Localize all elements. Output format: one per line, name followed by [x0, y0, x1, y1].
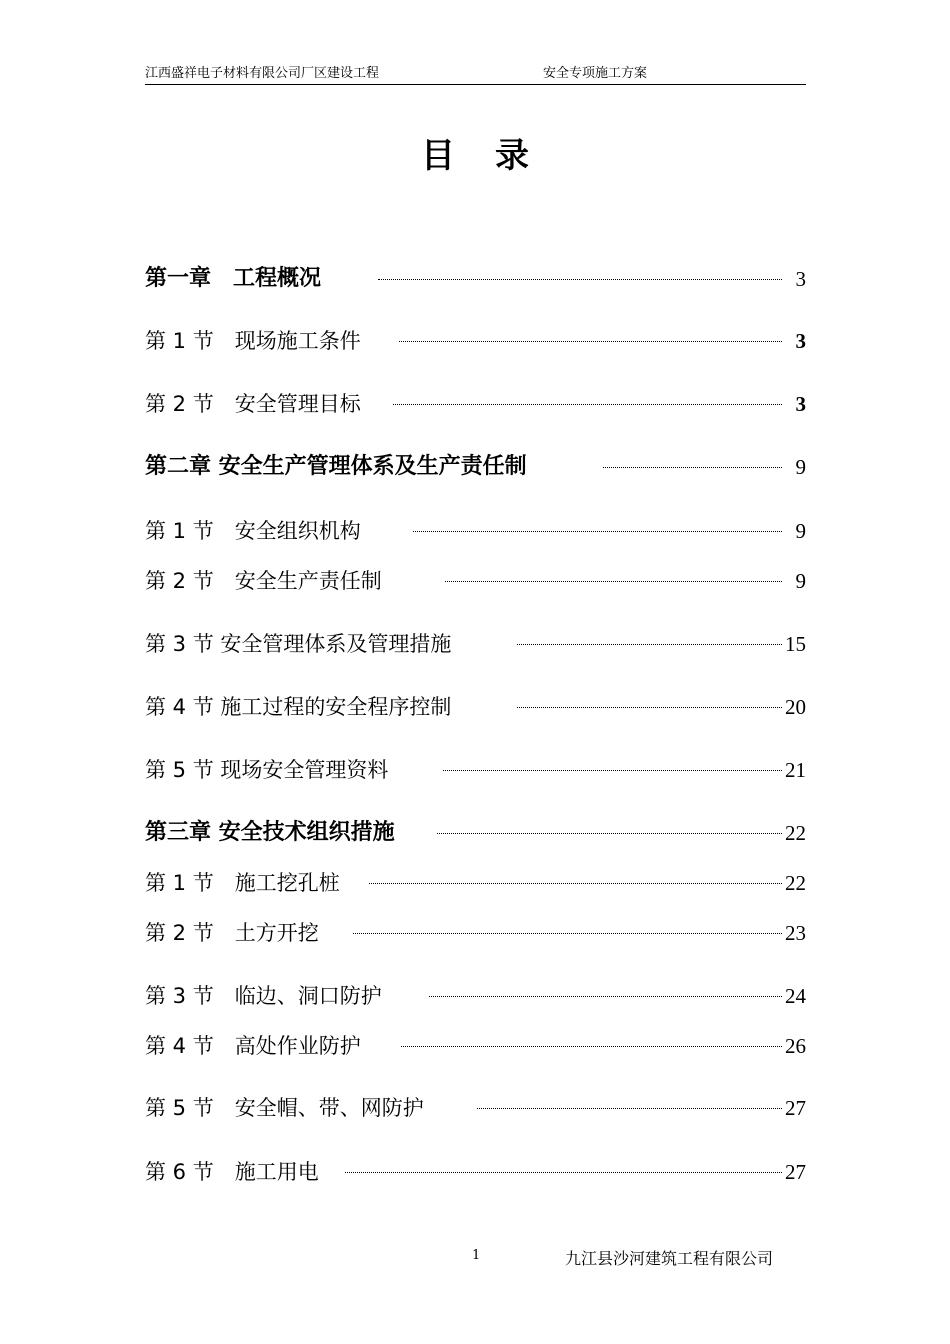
toc-entry[interactable]: [145, 690, 806, 724]
toc-entry[interactable]: [145, 324, 806, 358]
toc-leader: [353, 933, 782, 934]
toc-entry-page: 3: [795, 392, 806, 416]
toc-entry-label: 第 2 节 安全管理目标: [145, 392, 361, 416]
toc-leader: [399, 341, 782, 342]
toc-entry[interactable]: [145, 627, 806, 661]
toc-entry-page: 21: [785, 758, 806, 782]
toc-entry-page: 15: [785, 632, 806, 656]
toc-entry-label: 第一章 工程概况: [145, 266, 322, 291]
toc-leader: [429, 996, 782, 997]
toc-entry-label: 第 5 节 现场安全管理资料: [145, 758, 389, 782]
toc-entry[interactable]: [145, 866, 806, 900]
toc-entry-label: 第 3 节 安全管理体系及管理措施: [145, 632, 452, 656]
footer-company-name: 九江县沙河建筑工程有限公司: [565, 1249, 774, 1268]
header-document-type: 安全专项施工方案: [543, 66, 648, 81]
toc-entry-label: 第 5 节 安全帽、带、网防护: [145, 1096, 424, 1120]
toc-entry[interactable]: [145, 816, 806, 850]
toc-entry-label: 第 1 节 施工挖孔桩: [145, 871, 340, 895]
toc-leader: [369, 883, 782, 884]
toc-entry[interactable]: [145, 450, 806, 484]
toc-entry[interactable]: [145, 514, 806, 548]
toc-entry-label: 第 4 节 施工过程的安全程序控制: [145, 695, 452, 719]
toc-entry-page: 9: [795, 455, 806, 479]
toc-entry-page: 9: [795, 519, 806, 543]
page-header: [145, 66, 806, 85]
toc-leader: [477, 1108, 782, 1109]
toc-entry-label: 第 2 节 安全生产责任制: [145, 569, 382, 593]
toc-entry-page: 27: [785, 1160, 806, 1184]
toc-entry-page: 22: [785, 821, 806, 845]
header-project-name: 江西盛祥电子材料有限公司厂区建设工程: [145, 66, 380, 81]
toc-entry-label: 第 1 节 安全组织机构: [145, 519, 361, 543]
toc-entry-label: 第 6 节 施工用电: [145, 1160, 319, 1184]
toc-entry[interactable]: [145, 979, 806, 1013]
toc-leader: [401, 1046, 782, 1047]
toc-leader: [413, 531, 782, 532]
toc-leader: [443, 770, 782, 771]
toc-entry-page: 23: [785, 921, 806, 945]
toc-entry[interactable]: [145, 1029, 806, 1063]
toc-entry[interactable]: [145, 387, 806, 421]
toc-leader: [345, 1172, 782, 1173]
toc-leader: [603, 467, 782, 468]
toc-entry-page: 24: [785, 984, 806, 1008]
toc-entry[interactable]: [145, 916, 806, 950]
toc-entry-page: 9: [795, 569, 806, 593]
toc-leader: [445, 581, 782, 582]
toc-leader: [378, 279, 782, 280]
toc-entry-page: 20: [785, 695, 806, 719]
toc-leader: [517, 707, 782, 708]
toc-entry[interactable]: [145, 753, 806, 787]
toc-entry[interactable]: [145, 1155, 806, 1189]
toc-entry[interactable]: [145, 262, 806, 296]
toc-entry-label: 第 3 节 临边、洞口防护: [145, 984, 382, 1008]
toc-entry-label: 第二章 安全生产管理体系及生产责任制: [145, 454, 527, 479]
toc-entry-page: 3: [795, 329, 806, 353]
toc-entry-label: 第 2 节 土方开挖: [145, 921, 319, 945]
toc-entry-page: 26: [785, 1034, 806, 1058]
page-title: 目录: [421, 136, 569, 176]
footer-page-number: 1: [472, 1248, 481, 1263]
toc-leader: [437, 833, 782, 834]
toc-entry-label: 第 1 节 现场施工条件: [145, 329, 361, 353]
toc-entry-page: 3: [795, 267, 806, 291]
toc-entry-label: 第三章 安全技术组织措施: [145, 820, 395, 845]
toc-entry[interactable]: [145, 564, 806, 598]
toc-entry-page: 22: [785, 871, 806, 895]
toc-leader: [393, 404, 782, 405]
toc-entry-page: 27: [785, 1096, 806, 1120]
toc-entry[interactable]: [145, 1091, 806, 1125]
toc-entry-label: 第 4 节 高处作业防护: [145, 1034, 361, 1058]
toc-leader: [517, 644, 782, 645]
